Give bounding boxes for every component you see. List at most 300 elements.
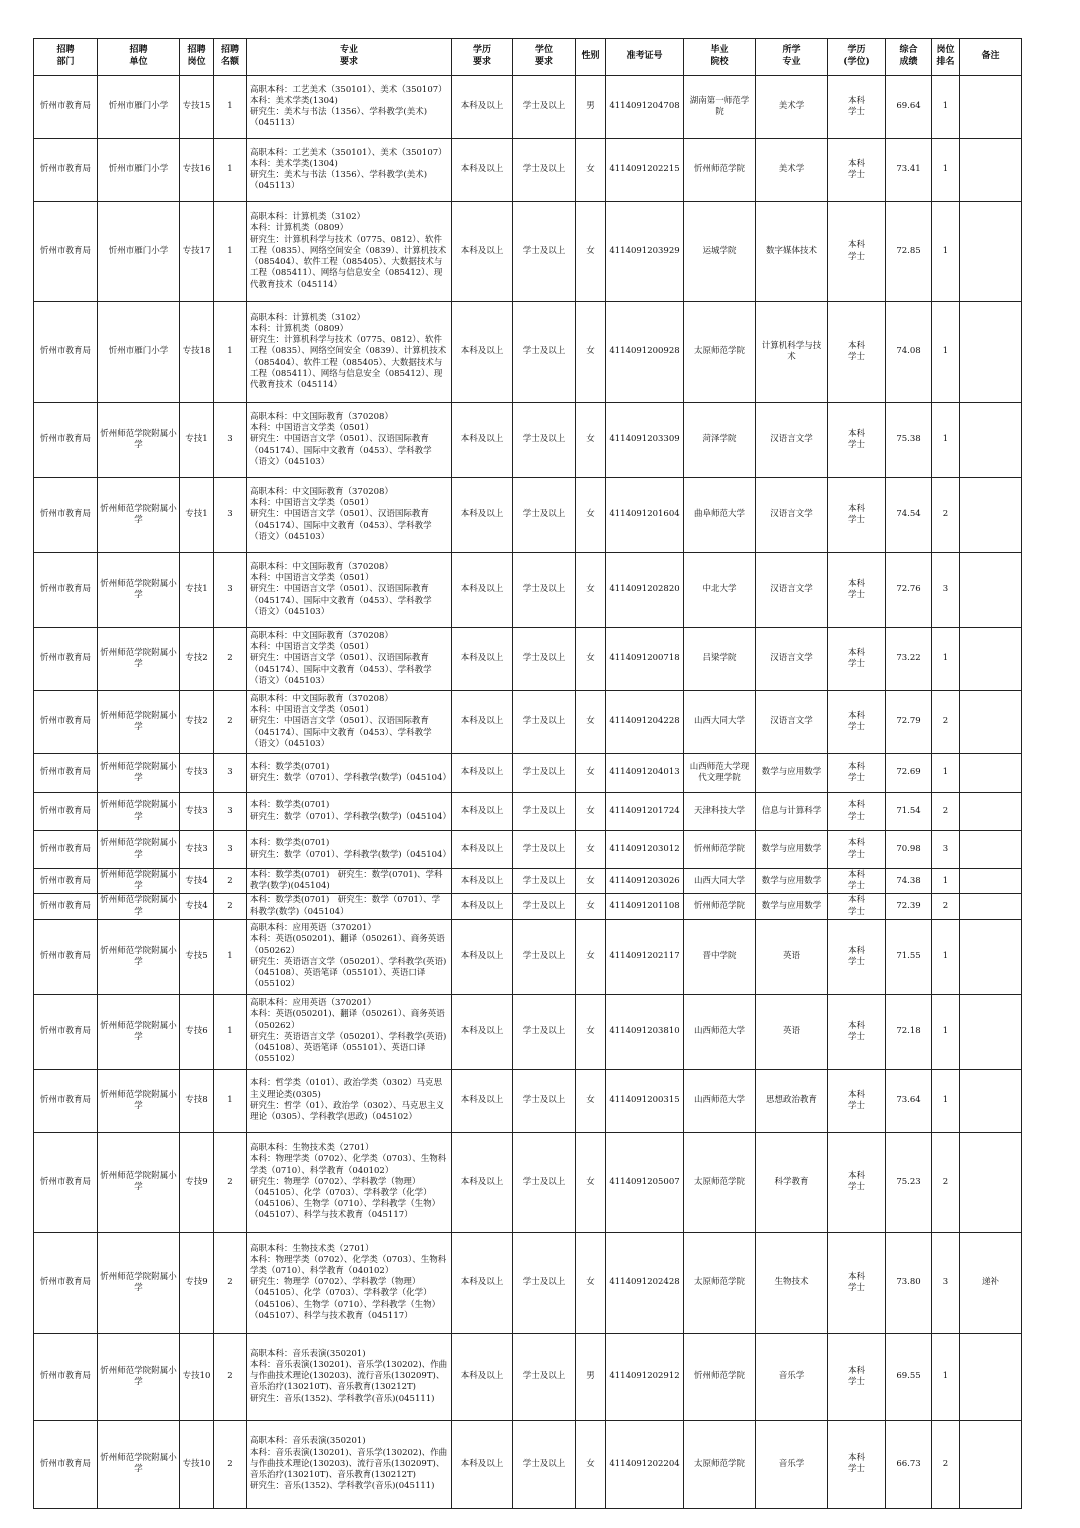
note-cell	[960, 1069, 1022, 1132]
edu-degree-cell: 本科 学士	[828, 754, 886, 793]
major-cell: 英语	[756, 994, 828, 1069]
education-cell: 本科及以上	[452, 628, 513, 691]
edu-degree-cell: 本科 学士	[828, 994, 886, 1069]
degree-cell: 学士及以上	[513, 1333, 576, 1420]
note-cell	[960, 302, 1022, 403]
quota-cell: 1	[214, 919, 247, 994]
edu-degree-cell: 本科 学士	[828, 628, 886, 691]
gender-cell: 女	[576, 403, 606, 478]
column-header: 学历 (学位)	[828, 39, 886, 76]
requirement-cell: 本科：数学类(0701) 研究生：数学（0701）、学科教学(数学)（045104）	[247, 754, 452, 793]
quota-cell: 1	[214, 302, 247, 403]
quota-cell: 1	[214, 202, 247, 302]
requirement-cell: 本科：哲学类（0101）、政治学类（0302）马克思主义理论类(0305) 研究生：哲学（01）、政治学（0302）、马克思主义理论（0305）、学科教学(思政)（045102）	[247, 1069, 452, 1132]
score-cell: 74.08	[886, 302, 932, 403]
exam-number-cell: 4114091202820	[606, 553, 684, 628]
edu-degree-cell: 本科 学士	[828, 691, 886, 754]
table-row	[34, 919, 1022, 994]
gender-cell: 女	[576, 478, 606, 553]
edu-degree-cell: 本科 学士	[828, 894, 886, 919]
table-row	[34, 628, 1022, 691]
quota-cell: 2	[214, 1333, 247, 1420]
unit-cell: 忻州师范学院附属小学	[98, 919, 180, 994]
table-row	[34, 76, 1022, 139]
table-row	[34, 1132, 1022, 1232]
edu-degree-cell: 本科 学士	[828, 403, 886, 478]
score-cell: 73.64	[886, 1069, 932, 1132]
dept-cell: 忻州市教育局	[34, 139, 98, 202]
note-cell	[960, 691, 1022, 754]
requirement-cell: 高职本科：工艺美术（350101）、美术（350107） 本科：美术学类(1304) 研究生：美术与书法（1356）、学科教学(美术)（045113）	[247, 76, 452, 139]
edu-degree-cell: 本科 学士	[828, 1333, 886, 1420]
dept-cell: 忻州市教育局	[34, 1333, 98, 1420]
unit-cell: 忻州市雁门小学	[98, 76, 180, 139]
table-row	[34, 403, 1022, 478]
dept-cell: 忻州市教育局	[34, 691, 98, 754]
note-cell	[960, 869, 1022, 894]
education-cell: 本科及以上	[452, 403, 513, 478]
dept-cell: 忻州市教育局	[34, 831, 98, 869]
education-cell: 本科及以上	[452, 831, 513, 869]
education-cell: 本科及以上	[452, 754, 513, 793]
gender-cell: 女	[576, 869, 606, 894]
gender-cell: 女	[576, 139, 606, 202]
post-cell: 专技17	[180, 202, 214, 302]
school-cell: 太原师范学院	[684, 1132, 756, 1232]
unit-cell: 忻州师范学院附属小学	[98, 628, 180, 691]
header-row	[34, 39, 1022, 76]
gender-cell: 女	[576, 302, 606, 403]
edu-degree-cell: 本科 学士	[828, 1232, 886, 1333]
unit-cell: 忻州师范学院附属小学	[98, 869, 180, 894]
rank-cell: 1	[932, 919, 960, 994]
degree-cell: 学士及以上	[513, 553, 576, 628]
score-cell: 72.85	[886, 202, 932, 302]
dept-cell: 忻州市教育局	[34, 202, 98, 302]
degree-cell: 学士及以上	[513, 628, 576, 691]
dept-cell: 忻州市教育局	[34, 1069, 98, 1132]
school-cell: 山西师范大学	[684, 994, 756, 1069]
education-cell: 本科及以上	[452, 553, 513, 628]
requirement-cell: 高职本科：生物技术类（2701） 本科：物理学类（0702）、化学类（0703）、生物科学类（0710）、科学教育（040102） 研究生：物理学（0702）、学科教学（物理）（045105）、化学（0703）、学科教学（化学）（045106）、生物学（0710）、学科教学（生物）（045107）、科学与技术教育（045117）	[247, 1232, 452, 1333]
column-header: 性别	[576, 39, 606, 76]
school-cell: 晋中学院	[684, 919, 756, 994]
unit-cell: 忻州市雁门小学	[98, 302, 180, 403]
quota-cell: 3	[214, 754, 247, 793]
note-cell	[960, 202, 1022, 302]
dept-cell: 忻州市教育局	[34, 1420, 98, 1508]
post-cell: 专技1	[180, 403, 214, 478]
dept-cell: 忻州市教育局	[34, 628, 98, 691]
note-cell	[960, 1333, 1022, 1420]
major-cell: 英语	[756, 919, 828, 994]
score-cell: 74.54	[886, 478, 932, 553]
table-row	[34, 202, 1022, 302]
degree-cell: 学士及以上	[513, 1420, 576, 1508]
post-cell: 专技2	[180, 691, 214, 754]
exam-number-cell: 4114091204228	[606, 691, 684, 754]
column-header: 所学 专业	[756, 39, 828, 76]
dept-cell: 忻州市教育局	[34, 994, 98, 1069]
education-cell: 本科及以上	[452, 1333, 513, 1420]
quota-cell: 1	[214, 1069, 247, 1132]
score-cell: 69.64	[886, 76, 932, 139]
table-body	[34, 76, 1022, 1509]
quota-cell: 2	[214, 628, 247, 691]
unit-cell: 忻州师范学院附属小学	[98, 831, 180, 869]
requirement-cell: 高职本科：音乐表演(350201) 本科：音乐表演(130201)、音乐学(130202)、作曲与作曲技术理论(130203)、流行音乐(130209T)、音乐治疗(130210T)、音乐教育(130212T) 研究生：音乐(1352)、学科教学(音乐)(045111)	[247, 1420, 452, 1508]
degree-cell: 学士及以上	[513, 1232, 576, 1333]
education-cell: 本科及以上	[452, 691, 513, 754]
column-header: 招聘 部门	[34, 39, 98, 76]
major-cell: 思想政治教育	[756, 1069, 828, 1132]
post-cell: 专技8	[180, 1069, 214, 1132]
quota-cell: 3	[214, 403, 247, 478]
table-row	[34, 793, 1022, 831]
note-cell	[960, 628, 1022, 691]
gender-cell: 女	[576, 994, 606, 1069]
gender-cell: 女	[576, 691, 606, 754]
dept-cell: 忻州市教育局	[34, 1132, 98, 1232]
score-cell: 70.98	[886, 831, 932, 869]
rank-cell: 1	[932, 869, 960, 894]
dept-cell: 忻州市教育局	[34, 76, 98, 139]
rank-cell: 1	[932, 202, 960, 302]
education-cell: 本科及以上	[452, 894, 513, 919]
rank-cell: 1	[932, 628, 960, 691]
post-cell: 专技3	[180, 754, 214, 793]
post-cell: 专技6	[180, 994, 214, 1069]
gender-cell: 女	[576, 831, 606, 869]
edu-degree-cell: 本科 学士	[828, 478, 886, 553]
exam-number-cell: 4114091204708	[606, 76, 684, 139]
exam-number-cell: 4114091200928	[606, 302, 684, 403]
major-cell: 数学与应用数学	[756, 894, 828, 919]
quota-cell: 3	[214, 478, 247, 553]
requirement-cell: 本科：数学类(0701) 研究生：数学（0701）、学科教学(数学)（045104）	[247, 793, 452, 831]
major-cell: 美术学	[756, 76, 828, 139]
requirement-cell: 本科：数学类(0701) 研究生：数学（0701）、学科教学(数学)（045104）	[247, 831, 452, 869]
table-row	[34, 1420, 1022, 1508]
quota-cell: 1	[214, 76, 247, 139]
rank-cell: 2	[932, 793, 960, 831]
major-cell: 信息与计算科学	[756, 793, 828, 831]
rank-cell: 3	[932, 1232, 960, 1333]
edu-degree-cell: 本科 学士	[828, 1132, 886, 1232]
school-cell: 忻州师范学院	[684, 139, 756, 202]
table-row	[34, 691, 1022, 754]
rank-cell: 2	[932, 691, 960, 754]
post-cell: 专技10	[180, 1333, 214, 1420]
degree-cell: 学士及以上	[513, 831, 576, 869]
major-cell: 汉语言文学	[756, 553, 828, 628]
requirement-cell: 高职本科：中文国际教育（370208） 本科：中国语言文学类（0501） 研究生：中国语言文学（0501）、汉语国际教育（045174）、国际中文教育（0453）、学科教学（语文）（045103）	[247, 553, 452, 628]
major-cell: 汉语言文学	[756, 478, 828, 553]
rank-cell: 2	[932, 1420, 960, 1508]
edu-degree-cell: 本科 学士	[828, 553, 886, 628]
score-cell: 66.73	[886, 1420, 932, 1508]
dept-cell: 忻州市教育局	[34, 894, 98, 919]
unit-cell: 忻州市雁门小学	[98, 139, 180, 202]
major-cell: 汉语言文学	[756, 691, 828, 754]
rank-cell: 1	[932, 403, 960, 478]
school-cell: 太原师范学院	[684, 302, 756, 403]
table-row	[34, 1232, 1022, 1333]
score-cell: 69.55	[886, 1333, 932, 1420]
post-cell: 专技18	[180, 302, 214, 403]
major-cell: 数学与应用数学	[756, 831, 828, 869]
exam-number-cell: 4114091203309	[606, 403, 684, 478]
major-cell: 音乐学	[756, 1420, 828, 1508]
quota-cell: 1	[214, 994, 247, 1069]
dept-cell: 忻州市教育局	[34, 478, 98, 553]
degree-cell: 学士及以上	[513, 919, 576, 994]
rank-cell: 1	[932, 1069, 960, 1132]
school-cell: 菏泽学院	[684, 403, 756, 478]
table-row	[34, 831, 1022, 869]
major-cell: 美术学	[756, 139, 828, 202]
rank-cell: 1	[932, 1333, 960, 1420]
note-cell	[960, 994, 1022, 1069]
unit-cell: 忻州师范学院附属小学	[98, 1132, 180, 1232]
exam-number-cell: 4114091203012	[606, 831, 684, 869]
score-cell: 72.39	[886, 894, 932, 919]
education-cell: 本科及以上	[452, 994, 513, 1069]
quota-cell: 3	[214, 831, 247, 869]
degree-cell: 学士及以上	[513, 869, 576, 894]
degree-cell: 学士及以上	[513, 754, 576, 793]
school-cell: 忻州师范学院	[684, 831, 756, 869]
post-cell: 专技4	[180, 869, 214, 894]
table-row	[34, 478, 1022, 553]
table-row	[34, 994, 1022, 1069]
quota-cell: 3	[214, 793, 247, 831]
dept-cell: 忻州市教育局	[34, 869, 98, 894]
rank-cell: 1	[932, 754, 960, 793]
dept-cell: 忻州市教育局	[34, 302, 98, 403]
score-cell: 72.69	[886, 754, 932, 793]
exam-number-cell: 4114091201724	[606, 793, 684, 831]
column-header: 专业 要求	[247, 39, 452, 76]
gender-cell: 女	[576, 1069, 606, 1132]
column-header: 学位 要求	[513, 39, 576, 76]
school-cell: 忻州师范学院	[684, 1333, 756, 1420]
column-header: 招聘 岗位	[180, 39, 214, 76]
requirement-cell: 高职本科：中文国际教育（370208） 本科：中国语言文学类（0501） 研究生：中国语言文学（0501）、汉语国际教育（045174）、国际中文教育（0453）、学科教学（语文）（045103）	[247, 478, 452, 553]
school-cell: 运城学院	[684, 202, 756, 302]
requirement-cell: 高职本科：计算机类（3102） 本科：计算机类（0809） 研究生：计算机科学与技术（0775、0812）、软件工程（0835）、网络空间安全（0839）、计算机技术（085404）、软件工程（085405）、大数据技术与工程（085411）、网络与信息安全（085412）、现代教育技术（045114）	[247, 302, 452, 403]
score-cell: 72.76	[886, 553, 932, 628]
rank-cell: 3	[932, 553, 960, 628]
gender-cell: 女	[576, 1420, 606, 1508]
requirement-cell: 高职本科：中文国际教育（370208） 本科：中国语言文学类（0501） 研究生：中国语言文学（0501）、汉语国际教育（045174）、国际中文教育（0453）、学科教学（语文）（045103）	[247, 403, 452, 478]
school-cell: 山西师范大学现代文理学院	[684, 754, 756, 793]
column-header: 备注	[960, 39, 1022, 76]
school-cell: 山西师范大学	[684, 1069, 756, 1132]
column-header: 综合 成绩	[886, 39, 932, 76]
rank-cell: 1	[932, 139, 960, 202]
unit-cell: 忻州师范学院附属小学	[98, 994, 180, 1069]
education-cell: 本科及以上	[452, 76, 513, 139]
note-cell	[960, 553, 1022, 628]
school-cell: 山西大同大学	[684, 869, 756, 894]
major-cell: 生物技术	[756, 1232, 828, 1333]
degree-cell: 学士及以上	[513, 793, 576, 831]
exam-number-cell: 4114091201604	[606, 478, 684, 553]
requirement-cell: 本科：数学类(0701) 研究生：数学（0701）、学科教学(数学)（045104）	[247, 894, 452, 919]
gender-cell: 女	[576, 754, 606, 793]
score-cell: 73.22	[886, 628, 932, 691]
score-cell: 72.18	[886, 994, 932, 1069]
column-header: 招聘 单位	[98, 39, 180, 76]
unit-cell: 忻州师范学院附属小学	[98, 553, 180, 628]
requirement-cell: 本科：数学类(0701) 研究生：数学(0701)、学科教学(数学)(045104)	[247, 869, 452, 894]
unit-cell: 忻州市雁门小学	[98, 202, 180, 302]
school-cell: 天津科技大学	[684, 793, 756, 831]
column-header: 招聘 名额	[214, 39, 247, 76]
gender-cell: 女	[576, 919, 606, 994]
exam-number-cell: 4114091200315	[606, 1069, 684, 1132]
unit-cell: 忻州师范学院附属小学	[98, 478, 180, 553]
post-cell: 专技10	[180, 1420, 214, 1508]
note-cell	[960, 793, 1022, 831]
score-cell: 71.54	[886, 793, 932, 831]
table-row	[34, 1333, 1022, 1420]
education-cell: 本科及以上	[452, 139, 513, 202]
edu-degree-cell: 本科 学士	[828, 1420, 886, 1508]
gender-cell: 男	[576, 76, 606, 139]
requirement-cell: 高职本科：音乐表演(350201) 本科：音乐表演(130201)、音乐学(130202)、作曲与作曲技术理论(130203)、流行音乐(130209T)、音乐治疗(130210T)、音乐教育(130212T) 研究生：音乐(1352)、学科教学(音乐)(045111)	[247, 1333, 452, 1420]
major-cell: 数学与应用数学	[756, 754, 828, 793]
education-cell: 本科及以上	[452, 302, 513, 403]
exam-number-cell: 4114091202204	[606, 1420, 684, 1508]
note-cell	[960, 894, 1022, 919]
education-cell: 本科及以上	[452, 1132, 513, 1232]
dept-cell: 忻州市教育局	[34, 919, 98, 994]
education-cell: 本科及以上	[452, 202, 513, 302]
score-cell: 71.55	[886, 919, 932, 994]
note-cell: 递补	[960, 1232, 1022, 1333]
edu-degree-cell: 本科 学士	[828, 302, 886, 403]
score-cell: 75.38	[886, 403, 932, 478]
dept-cell: 忻州市教育局	[34, 754, 98, 793]
major-cell: 计算机科学与技术	[756, 302, 828, 403]
post-cell: 专技9	[180, 1232, 214, 1333]
education-cell: 本科及以上	[452, 793, 513, 831]
column-header: 岗位 排名	[932, 39, 960, 76]
major-cell: 科学教育	[756, 1132, 828, 1232]
rank-cell: 1	[932, 994, 960, 1069]
post-cell: 专技4	[180, 894, 214, 919]
exam-number-cell: 4114091202215	[606, 139, 684, 202]
score-cell: 73.41	[886, 139, 932, 202]
requirement-cell: 高职本科：生物技术类（2701） 本科：物理学类（0702）、化学类（0703）、生物科学类（0710）、科学教育（040102） 研究生：物理学（0702）、学科教学（物理）（045105）、化学（0703）、学科教学（化学）（045106）、生物学（0710）、学科教学（生物）（045107）、科学与技术教育（045117）	[247, 1132, 452, 1232]
school-cell: 太原师范学院	[684, 1232, 756, 1333]
school-cell: 太原师范学院	[684, 1420, 756, 1508]
note-cell	[960, 754, 1022, 793]
gender-cell: 女	[576, 793, 606, 831]
gender-cell: 女	[576, 628, 606, 691]
rank-cell: 2	[932, 894, 960, 919]
major-cell: 数学与应用数学	[756, 869, 828, 894]
exam-number-cell: 4114091205007	[606, 1132, 684, 1232]
note-cell	[960, 831, 1022, 869]
dept-cell: 忻州市教育局	[34, 403, 98, 478]
dept-cell: 忻州市教育局	[34, 1232, 98, 1333]
requirement-cell: 高职本科：工艺美术（350101）、美术（350107） 本科：美术学类(1304) 研究生：美术与书法（1356）、学科教学(美术)（045113）	[247, 139, 452, 202]
major-cell: 音乐学	[756, 1333, 828, 1420]
unit-cell: 忻州师范学院附属小学	[98, 691, 180, 754]
rank-cell: 1	[932, 302, 960, 403]
education-cell: 本科及以上	[452, 1420, 513, 1508]
education-cell: 本科及以上	[452, 1069, 513, 1132]
rank-cell: 2	[932, 1132, 960, 1232]
degree-cell: 学士及以上	[513, 994, 576, 1069]
post-cell: 专技3	[180, 831, 214, 869]
degree-cell: 学士及以上	[513, 202, 576, 302]
degree-cell: 学士及以上	[513, 1132, 576, 1232]
post-cell: 专技16	[180, 139, 214, 202]
column-header: 学历 要求	[452, 39, 513, 76]
exam-number-cell: 4114091202428	[606, 1232, 684, 1333]
quota-cell: 2	[214, 894, 247, 919]
edu-degree-cell: 本科 学士	[828, 139, 886, 202]
note-cell	[960, 1420, 1022, 1508]
unit-cell: 忻州师范学院附属小学	[98, 1333, 180, 1420]
gender-cell: 女	[576, 202, 606, 302]
school-cell: 忻州师范学院	[684, 894, 756, 919]
unit-cell: 忻州师范学院附属小学	[98, 1420, 180, 1508]
gender-cell: 女	[576, 553, 606, 628]
quota-cell: 2	[214, 691, 247, 754]
unit-cell: 忻州师范学院附属小学	[98, 1069, 180, 1132]
education-cell: 本科及以上	[452, 869, 513, 894]
school-cell: 中北大学	[684, 553, 756, 628]
edu-degree-cell: 本科 学士	[828, 1069, 886, 1132]
post-cell: 专技3	[180, 793, 214, 831]
quota-cell: 1	[214, 139, 247, 202]
edu-degree-cell: 本科 学士	[828, 76, 886, 139]
unit-cell: 忻州师范学院附属小学	[98, 894, 180, 919]
school-cell: 吕梁学院	[684, 628, 756, 691]
quota-cell: 2	[214, 1420, 247, 1508]
post-cell: 专技1	[180, 478, 214, 553]
post-cell: 专技2	[180, 628, 214, 691]
major-cell: 汉语言文学	[756, 628, 828, 691]
score-cell: 73.80	[886, 1232, 932, 1333]
score-cell: 75.23	[886, 1132, 932, 1232]
education-cell: 本科及以上	[452, 478, 513, 553]
table-row	[34, 869, 1022, 894]
post-cell: 专技15	[180, 76, 214, 139]
edu-degree-cell: 本科 学士	[828, 793, 886, 831]
education-cell: 本科及以上	[452, 919, 513, 994]
education-cell: 本科及以上	[452, 1232, 513, 1333]
note-cell	[960, 1132, 1022, 1232]
school-cell: 湖南第一师范学院	[684, 76, 756, 139]
requirement-cell: 高职本科：计算机类（3102） 本科：计算机类（0809） 研究生：计算机科学与技术（0775、0812）、软件工程（0835）、网络空间安全（0839）、计算机技术（085404）、软件工程（085405）、大数据技术与工程（085411）、网络与信息安全（085412）、现代教育技术（045114）	[247, 202, 452, 302]
degree-cell: 学士及以上	[513, 302, 576, 403]
note-cell	[960, 403, 1022, 478]
results-table-container	[33, 38, 1021, 1509]
score-cell: 72.79	[886, 691, 932, 754]
requirement-cell: 高职本科：应用英语（370201） 本科：英语(050201)、翻译（050261）、商务英语（050262） 研究生：英语语言文学（050201）、学科教学(英语)（045108）、英语笔译（055101）、英语口译（055102）	[247, 919, 452, 994]
quota-cell: 2	[214, 1232, 247, 1333]
requirement-cell: 高职本科：应用英语（370201） 本科：英语(050201)、翻译（050261）、商务英语（050262） 研究生：英语语言文学（050201）、学科教学(英语)（045108）、英语笔译（055101）、英语口译（055102）	[247, 994, 452, 1069]
quota-cell: 2	[214, 1132, 247, 1232]
school-cell: 山西大同大学	[684, 691, 756, 754]
post-cell: 专技9	[180, 1132, 214, 1232]
